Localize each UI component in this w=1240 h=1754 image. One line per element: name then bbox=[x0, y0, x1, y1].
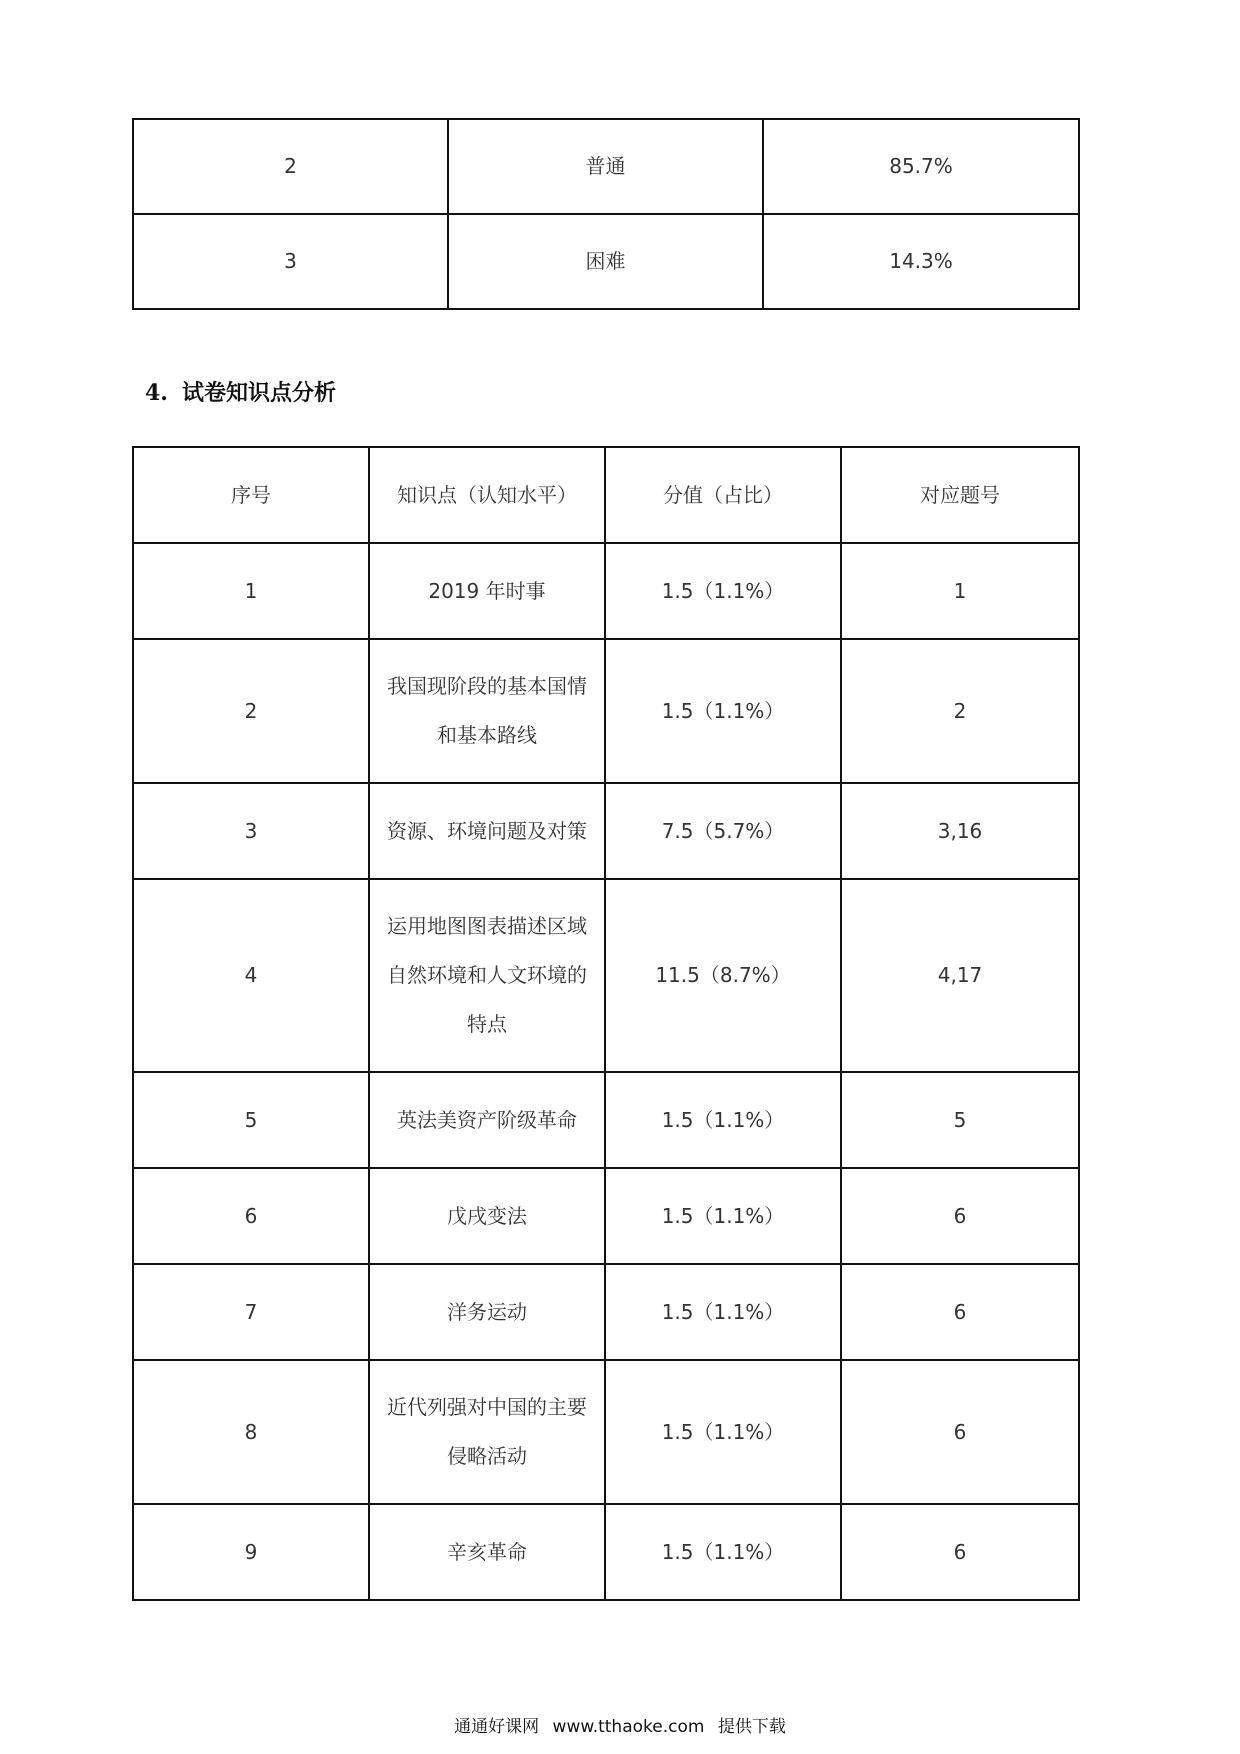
table-header-row bbox=[133, 447, 1079, 543]
cell-point: 洋务运动 bbox=[369, 1264, 605, 1360]
table-row bbox=[133, 1504, 1079, 1600]
cell-point: 英法美资产阶级革命 bbox=[369, 1072, 605, 1168]
cell-questions: 1 bbox=[841, 543, 1079, 639]
cell-score: 1.5（1.1%） bbox=[605, 543, 841, 639]
cell-point: 辛亥革命 bbox=[369, 1504, 605, 1600]
header-score: 分值（占比） bbox=[605, 447, 841, 543]
difficulty-table bbox=[132, 118, 1080, 310]
table-row bbox=[133, 1264, 1079, 1360]
cell-score: 1.5（1.1%） bbox=[605, 1072, 841, 1168]
cell-score: 7.5（5.7%） bbox=[605, 783, 841, 879]
cell-questions: 6 bbox=[841, 1264, 1079, 1360]
section-number: 4. bbox=[145, 380, 168, 406]
table-row bbox=[133, 879, 1079, 1072]
cell-questions: 3,16 bbox=[841, 783, 1079, 879]
cell-level: 普通 bbox=[448, 119, 763, 214]
cell-point: 近代列强对中国的主要侵略活动 bbox=[369, 1360, 605, 1504]
cell-index: 6 bbox=[133, 1168, 369, 1264]
cell-index: 2 bbox=[133, 119, 448, 214]
cell-point: 运用地图图表描述区域自然环境和人文环境的特点 bbox=[369, 879, 605, 1072]
cell-score: 1.5（1.1%） bbox=[605, 1264, 841, 1360]
table-row bbox=[133, 214, 1079, 309]
cell-point: 2019 年时事 bbox=[369, 543, 605, 639]
cell-point: 资源、环境问题及对策 bbox=[369, 783, 605, 879]
section-title: 试卷知识点分析 bbox=[181, 380, 336, 406]
table-row bbox=[133, 543, 1079, 639]
cell-score: 1.5（1.1%） bbox=[605, 639, 841, 783]
cell-questions: 6 bbox=[841, 1360, 1079, 1504]
page-footer bbox=[0, 1712, 1240, 1737]
table-row bbox=[133, 783, 1079, 879]
knowledge-table bbox=[132, 446, 1080, 1601]
header-index: 序号 bbox=[133, 447, 369, 543]
table-row bbox=[133, 639, 1079, 783]
cell-ratio: 14.3% bbox=[763, 214, 1079, 309]
cell-score: 11.5（8.7%） bbox=[605, 879, 841, 1072]
cell-index: 3 bbox=[133, 214, 448, 309]
cell-point: 戊戌变法 bbox=[369, 1168, 605, 1264]
cell-questions: 4,17 bbox=[841, 879, 1079, 1072]
section-heading bbox=[145, 376, 336, 407]
cell-index: 2 bbox=[133, 639, 369, 783]
cell-questions: 6 bbox=[841, 1504, 1079, 1600]
table-row bbox=[133, 1168, 1079, 1264]
cell-index: 3 bbox=[133, 783, 369, 879]
cell-index: 5 bbox=[133, 1072, 369, 1168]
cell-questions: 2 bbox=[841, 639, 1079, 783]
header-point: 知识点（认知水平） bbox=[369, 447, 605, 543]
cell-point: 我国现阶段的基本国情和基本路线 bbox=[369, 639, 605, 783]
cell-ratio: 85.7% bbox=[763, 119, 1079, 214]
cell-questions: 5 bbox=[841, 1072, 1079, 1168]
cell-index: 8 bbox=[133, 1360, 369, 1504]
header-questions: 对应题号 bbox=[841, 447, 1079, 543]
cell-index: 1 bbox=[133, 543, 369, 639]
cell-index: 9 bbox=[133, 1504, 369, 1600]
footer-site: 通通好课网 bbox=[454, 1717, 540, 1737]
cell-questions: 6 bbox=[841, 1168, 1079, 1264]
cell-index: 7 bbox=[133, 1264, 369, 1360]
cell-score: 1.5（1.1%） bbox=[605, 1360, 841, 1504]
table-row bbox=[133, 1072, 1079, 1168]
cell-index: 4 bbox=[133, 879, 369, 1072]
cell-score: 1.5（1.1%） bbox=[605, 1504, 841, 1600]
cell-score: 1.5（1.1%） bbox=[605, 1168, 841, 1264]
table-row bbox=[133, 119, 1079, 214]
footer-url[interactable]: www.tthaoke.com bbox=[552, 1717, 705, 1737]
cell-level: 困难 bbox=[448, 214, 763, 309]
table-row bbox=[133, 1360, 1079, 1504]
footer-action: 提供下载 bbox=[717, 1717, 786, 1737]
